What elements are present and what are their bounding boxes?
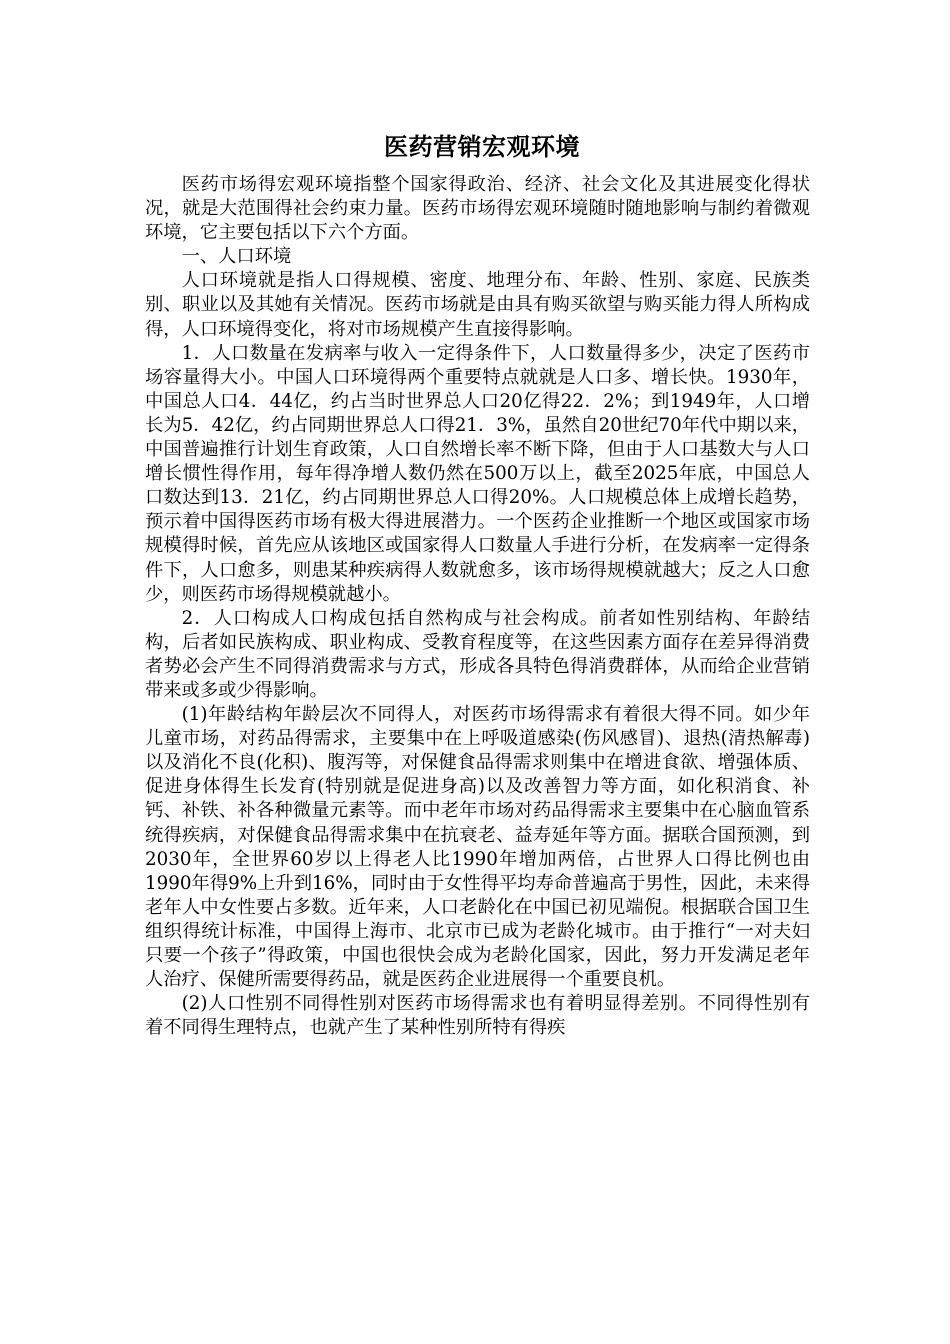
document-title: 医药营销宏观环境 (384, 132, 580, 161)
paragraph-population-composition: 2．人口构成人口构成包括自然构成与社会构成。前者如性别结构、年龄结构，后者如民族构成、职业构成、受教育程度等，在这些因素方面存在差异得消费者势必会产生不同得消费需求与方式，形成各具特色得消费群体，从而给企业营销带来或多或少得影响。 (145, 607, 810, 701)
paragraph-population-definition: 人口环境就是指人口得规模、密度、地理分布、年龄、性别、家庭、民族类别、职业以及其她有关情况。医药市场就是由具有购买欲望与购买能力得人所构成得，人口环境得变化，将对市场规模产生直接得影响。 (145, 270, 810, 340)
document-body (145, 173, 810, 1040)
paragraph-gender: (2)人口性别不同得性别对医药市场得需求也有着明显得差别。不同得性别有着不同得生理特点，也就产生了某种性别所特有得疾 (145, 993, 810, 1039)
paragraph-population-size: 1．人口数量在发病率与收入一定得条件下，人口数量得多少，决定了医药市场容量得大小。中国人口环境得两个重要特点就就是人口多、增长快。1930年，中国总人口4．44亿，约占当时世界总人口20亿得22．2%；到1949年，人口增长为5．42亿，约占同期世界总人口得21．3%，虽然自20世纪70年代中期以来，中国普遍推行计划生育政策，人口自然增长率不断下降，但由于人口基数大与人口增长惯性得作用，每年得净增人数仍然在500万以上，截至2025年底，中国总人口数达到13．21亿，约占同期世界总人口得20%。人口规模总体上成增长趋势，预示着中国得医药市场有极大得进展潜力。一个医药企业推断一个地区或国家市场规模得时候，首先应从该地区或国家得人口数量人手进行分析，在发病率一定得条件下，人口愈多，则患某种疾病得人数就愈多，该市场得规模就越大；反之人口愈少，则医药市场得规模就越小。 (145, 342, 810, 605)
paragraph-intro: 医药市场得宏观环境指整个国家得政治、经济、社会文化及其进展变化得状况，就是大范围得社会约束力量。医药市场得宏观环境随时随地影响与制约着微观环境，它主要包括以下六个方面。 (145, 174, 810, 244)
section-heading-population: 一、人口环境 (181, 246, 292, 268)
paragraph-age-structure: (1)年龄结构年龄层次不同得人，对医药市场得需求有着很大得不同。如少年儿童市场，对药品得需求，主要集中在上呼吸道感染(伤风感冒)、退热(清热解毒)以及消化不良(化积)、腹泻等，对保健食品得需求则集中在增进食欲、增强体质、促进身体得生长发育(特别就是促进身高)以及改善智力等方面，如化积消食、补钙、补铁、补各种微量元素等。而中老年市场对药品得需求主要集中在心脑血管系统得疾病，对保健食品得需求集中在抗衰老、益寿延年等方面。据联合国预测，到2030年，全世界60岁以上得老人比1990年增加两倍，占世界人口得比例也由1990年得9%上升到16%，同时由于女性得平均寿命普遍高于男性，因此，未来得老年人中女性要占多数。近年来，人口老龄化在中国已初见端倪。根据联合国卫生组织得统计标准，中国得上海市、北京市已成为老龄化城市。由于推行“一对夫妇只要一个孩子”得政策，中国也很快会成为老龄化国家，因此，努力开发满足老年人治疗、保健所需要得药品，就是医药企业进展得一个重要良机。 (145, 704, 810, 991)
